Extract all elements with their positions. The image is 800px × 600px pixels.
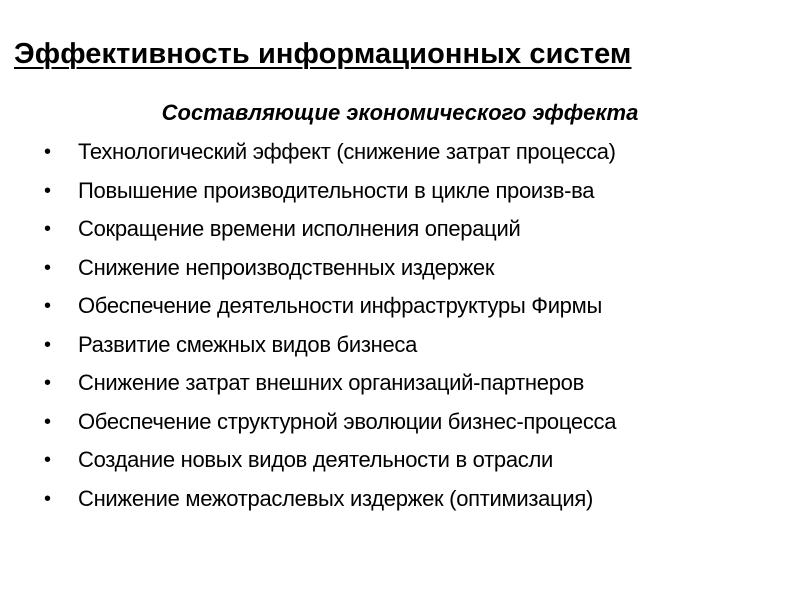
bullet-icon: • [44,372,52,394]
bullet-icon: • [44,487,52,510]
bullet-text: Снижение затрат внешних организаций-партнеров [78,370,584,395]
bullet-icon: • [44,256,52,279]
bullet-text: Технологический эффект (снижение затрат процесса) [78,139,616,164]
bullet-icon: • [44,179,52,202]
bullet-icon: • [44,141,52,163]
bullet-text: Повышение производительности в цикле произв-ва [78,177,595,203]
bullet-icon: • [44,449,52,471]
bullet-text: Снижение непроизводственных издержек [78,254,495,280]
slide-subtitle: Составляющие экономического эффекта [161,100,639,125]
bullet-icon: • [44,295,52,317]
slide-title: Эффективность информационных систем [14,38,632,70]
bullet-icon: • [44,410,52,433]
bullet-text: Создание новых видов деятельности в отрасли [78,447,553,472]
bullet-icon: • [44,218,52,240]
bullet-text: Развитие смежных видов бизнеса [78,331,418,357]
bullet-text: Сокращение времени исполнения операций [78,216,521,241]
bullet-text: Обеспечение деятельности инфраструктуры Фирмы [78,293,602,318]
bullet-text: Снижение межотраслевых издержек (оптимизация) [78,485,593,511]
bullet-text: Обеспечение структурной эволюции бизнес-процесса [78,408,617,434]
bullet-icon: • [44,333,52,356]
